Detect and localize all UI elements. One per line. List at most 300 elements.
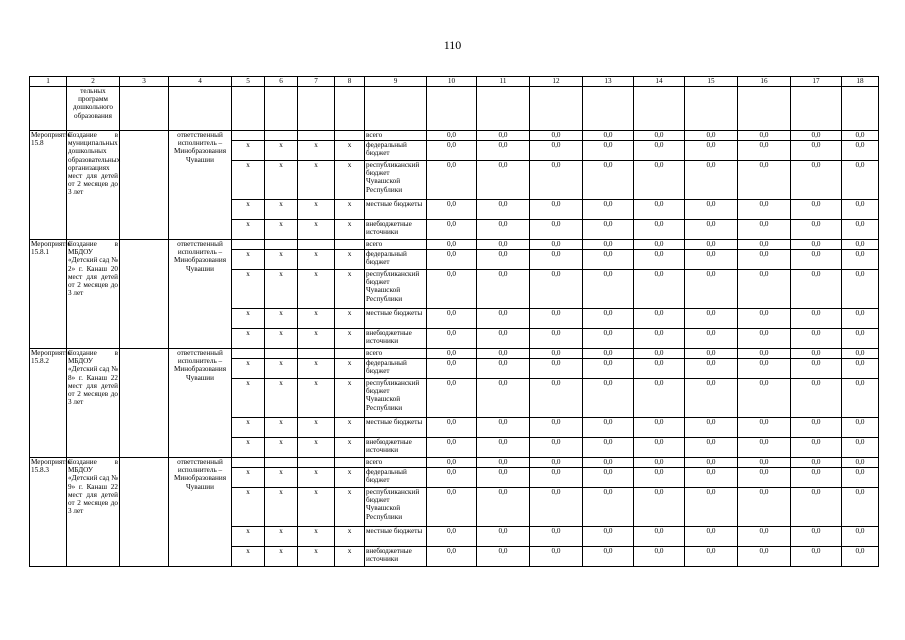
value-cell: 0,0 — [738, 200, 791, 220]
value-cell: 0,0 — [427, 527, 477, 547]
value-cell: 0,0 — [842, 379, 879, 418]
measure-number: Мероприятие 15.8 — [30, 131, 67, 240]
value-cell: 0,0 — [634, 438, 685, 458]
code-cell: x — [335, 270, 365, 309]
code-cell: x — [298, 468, 335, 488]
value-cell: 0,0 — [634, 379, 685, 418]
value-cell: 0,0 — [583, 200, 634, 220]
value-cell: 0,0 — [583, 240, 634, 250]
code-cell: x — [298, 141, 335, 161]
code-cell: x — [298, 270, 335, 309]
budget-table — [29, 76, 879, 567]
value-cell: 0,0 — [738, 527, 791, 547]
value-cell: 0,0 — [738, 418, 791, 438]
empty-cell — [335, 131, 365, 141]
table-row — [30, 240, 879, 250]
value-cell: 0,0 — [583, 329, 634, 349]
value-cell: 0,0 — [738, 250, 791, 270]
value-cell: 0,0 — [427, 359, 477, 379]
value-cell: 0,0 — [427, 438, 477, 458]
code-cell: x — [232, 220, 265, 240]
value-cell: 0,0 — [427, 161, 477, 200]
column-number: 6 — [265, 77, 298, 87]
code-cell: x — [265, 527, 298, 547]
funding-source: федеральный бюджет — [365, 468, 427, 488]
code-cell: x — [298, 379, 335, 418]
value-cell: 0,0 — [791, 488, 842, 527]
empty-cell — [120, 131, 169, 240]
value-cell: 0,0 — [685, 468, 738, 488]
code-cell: x — [335, 468, 365, 488]
code-cell: x — [335, 359, 365, 379]
value-cell: 0,0 — [685, 359, 738, 379]
value-cell: 0,0 — [685, 141, 738, 161]
value-cell: 0,0 — [842, 418, 879, 438]
value-cell: 0,0 — [427, 141, 477, 161]
measure-name: Создание в МБДОУ «Детский сад № 8» г. Канаш 22 мест для детей от 2 месяцев до 3 лет — [67, 349, 120, 458]
code-cell: x — [265, 488, 298, 527]
code-cell: x — [335, 309, 365, 329]
value-cell: 0,0 — [477, 220, 530, 240]
value-cell: 0,0 — [685, 547, 738, 567]
code-cell: x — [298, 309, 335, 329]
empty-cell — [120, 87, 169, 131]
value-cell: 0,0 — [427, 458, 477, 468]
value-cell: 0,0 — [583, 131, 634, 141]
code-cell: x — [232, 468, 265, 488]
column-number: 14 — [634, 77, 685, 87]
empty-cell — [583, 87, 634, 131]
funding-source: всего — [365, 240, 427, 250]
value-cell: 0,0 — [685, 250, 738, 270]
value-cell: 0,0 — [634, 547, 685, 567]
empty-cell — [477, 87, 530, 131]
code-cell: x — [335, 161, 365, 200]
value-cell: 0,0 — [791, 131, 842, 141]
value-cell: 0,0 — [477, 438, 530, 458]
value-cell: 0,0 — [530, 131, 583, 141]
value-cell: 0,0 — [738, 270, 791, 309]
page-number: 110 — [443, 38, 462, 52]
value-cell: 0,0 — [583, 161, 634, 200]
table-row — [30, 349, 879, 359]
column-number: 17 — [791, 77, 842, 87]
funding-source: внебюджетные источники — [365, 220, 427, 240]
value-cell: 0,0 — [791, 379, 842, 418]
responsible-executor: ответственный исполнитель – Минобразования Чувашии — [169, 349, 232, 458]
code-cell: x — [265, 141, 298, 161]
code-cell: x — [265, 438, 298, 458]
value-cell: 0,0 — [427, 329, 477, 349]
value-cell: 0,0 — [427, 250, 477, 270]
value-cell: 0,0 — [583, 438, 634, 458]
column-number: 12 — [530, 77, 583, 87]
value-cell: 0,0 — [530, 141, 583, 161]
value-cell: 0,0 — [427, 349, 477, 359]
measure-name: Создание в муниципальных дошкольных образовательных организациях мест для детей от 2 месяцев до 3 лет — [67, 131, 120, 240]
empty-cell — [120, 240, 169, 349]
value-cell: 0,0 — [791, 329, 842, 349]
code-cell: x — [232, 359, 265, 379]
value-cell: 0,0 — [634, 200, 685, 220]
empty-cell — [335, 349, 365, 359]
value-cell: 0,0 — [791, 309, 842, 329]
code-cell: x — [298, 161, 335, 200]
value-cell: 0,0 — [427, 379, 477, 418]
value-cell: 0,0 — [738, 458, 791, 468]
value-cell: 0,0 — [583, 359, 634, 379]
value-cell: 0,0 — [583, 250, 634, 270]
measure-number: Мероприятие 15.8.3 — [30, 458, 67, 567]
value-cell: 0,0 — [427, 488, 477, 527]
code-cell: x — [232, 250, 265, 270]
value-cell: 0,0 — [583, 379, 634, 418]
value-cell: 0,0 — [477, 359, 530, 379]
value-cell: 0,0 — [477, 349, 530, 359]
value-cell: 0,0 — [738, 468, 791, 488]
value-cell: 0,0 — [685, 458, 738, 468]
value-cell: 0,0 — [634, 220, 685, 240]
column-number: 2 — [67, 77, 120, 87]
value-cell: 0,0 — [583, 527, 634, 547]
column-number: 16 — [738, 77, 791, 87]
funding-source: республиканский бюджет Чувашской Республики — [365, 161, 427, 200]
value-cell: 0,0 — [634, 349, 685, 359]
empty-cell — [265, 458, 298, 468]
empty-cell — [265, 349, 298, 359]
value-cell: 0,0 — [842, 359, 879, 379]
value-cell: 0,0 — [738, 379, 791, 418]
value-cell: 0,0 — [791, 250, 842, 270]
value-cell: 0,0 — [634, 309, 685, 329]
code-cell: x — [335, 220, 365, 240]
value-cell: 0,0 — [791, 349, 842, 359]
code-cell: x — [232, 309, 265, 329]
funding-source: республиканский бюджет Чувашской Республики — [365, 270, 427, 309]
value-cell: 0,0 — [634, 359, 685, 379]
empty-cell — [634, 87, 685, 131]
code-cell: x — [298, 527, 335, 547]
empty-cell — [120, 458, 169, 567]
value-cell: 0,0 — [842, 141, 879, 161]
column-number: 8 — [335, 77, 365, 87]
value-cell: 0,0 — [427, 270, 477, 309]
code-cell: x — [232, 270, 265, 309]
value-cell: 0,0 — [583, 141, 634, 161]
value-cell: 0,0 — [427, 309, 477, 329]
value-cell: 0,0 — [530, 200, 583, 220]
value-cell: 0,0 — [791, 468, 842, 488]
value-cell: 0,0 — [685, 488, 738, 527]
value-cell: 0,0 — [530, 220, 583, 240]
value-cell: 0,0 — [842, 329, 879, 349]
code-cell: x — [232, 438, 265, 458]
funding-source: всего — [365, 458, 427, 468]
value-cell: 0,0 — [477, 488, 530, 527]
code-cell: x — [232, 379, 265, 418]
value-cell: 0,0 — [738, 161, 791, 200]
value-cell: 0,0 — [530, 270, 583, 309]
value-cell: 0,0 — [477, 131, 530, 141]
value-cell: 0,0 — [842, 527, 879, 547]
code-cell: x — [335, 329, 365, 349]
empty-cell — [232, 87, 265, 131]
code-cell: x — [265, 220, 298, 240]
funding-source: внебюджетные источники — [365, 547, 427, 567]
code-cell: x — [335, 438, 365, 458]
code-cell: x — [298, 200, 335, 220]
value-cell: 0,0 — [477, 379, 530, 418]
value-cell: 0,0 — [427, 468, 477, 488]
value-cell: 0,0 — [477, 468, 530, 488]
value-cell: 0,0 — [842, 438, 879, 458]
code-cell: x — [298, 250, 335, 270]
value-cell: 0,0 — [530, 250, 583, 270]
empty-cell — [298, 458, 335, 468]
value-cell: 0,0 — [842, 349, 879, 359]
code-cell: x — [298, 488, 335, 527]
code-cell: x — [232, 418, 265, 438]
value-cell: 0,0 — [685, 418, 738, 438]
column-number: 1 — [30, 77, 67, 87]
value-cell: 0,0 — [791, 438, 842, 458]
column-number: 9 — [365, 77, 427, 87]
code-cell: x — [265, 468, 298, 488]
code-cell: x — [298, 547, 335, 567]
value-cell: 0,0 — [842, 309, 879, 329]
measure-name: Создание в МБДОУ «Детский сад № 2» г. Канаш 20 мест для детей от 2 месяцев до 3 лет — [67, 240, 120, 349]
code-cell: x — [265, 250, 298, 270]
value-cell: 0,0 — [427, 418, 477, 438]
code-cell: x — [232, 488, 265, 527]
empty-cell — [169, 87, 232, 131]
empty-cell — [335, 240, 365, 250]
value-cell: 0,0 — [530, 379, 583, 418]
funding-source: местные бюджеты — [365, 309, 427, 329]
value-cell: 0,0 — [842, 488, 879, 527]
value-cell: 0,0 — [634, 418, 685, 438]
empty-cell — [685, 87, 738, 131]
column-number: 10 — [427, 77, 477, 87]
value-cell: 0,0 — [477, 527, 530, 547]
value-cell: 0,0 — [427, 200, 477, 220]
code-cell: x — [298, 329, 335, 349]
funding-source: всего — [365, 349, 427, 359]
code-cell: x — [265, 547, 298, 567]
empty-cell — [738, 87, 791, 131]
continuation-text: тельных программ дошкольного образования — [67, 87, 120, 131]
value-cell: 0,0 — [634, 270, 685, 309]
code-cell: x — [265, 418, 298, 438]
value-cell: 0,0 — [634, 329, 685, 349]
value-cell: 0,0 — [583, 468, 634, 488]
code-cell: x — [265, 309, 298, 329]
value-cell: 0,0 — [634, 468, 685, 488]
funding-source: федеральный бюджет — [365, 359, 427, 379]
empty-cell — [298, 240, 335, 250]
empty-cell — [120, 349, 169, 458]
code-cell: x — [335, 141, 365, 161]
column-number: 13 — [583, 77, 634, 87]
empty-cell — [265, 131, 298, 141]
value-cell: 0,0 — [530, 329, 583, 349]
code-cell: x — [265, 359, 298, 379]
code-cell: x — [335, 547, 365, 567]
column-number: 15 — [685, 77, 738, 87]
empty-cell — [530, 87, 583, 131]
value-cell: 0,0 — [842, 161, 879, 200]
value-cell: 0,0 — [477, 309, 530, 329]
value-cell: 0,0 — [738, 488, 791, 527]
value-cell: 0,0 — [427, 240, 477, 250]
value-cell: 0,0 — [791, 161, 842, 200]
value-cell: 0,0 — [685, 379, 738, 418]
responsible-executor: ответственный исполнитель – Минобразования Чувашии — [169, 131, 232, 240]
value-cell: 0,0 — [791, 220, 842, 240]
value-cell: 0,0 — [685, 200, 738, 220]
value-cell: 0,0 — [530, 309, 583, 329]
funding-source: местные бюджеты — [365, 200, 427, 220]
empty-cell — [265, 240, 298, 250]
value-cell: 0,0 — [738, 240, 791, 250]
value-cell: 0,0 — [477, 270, 530, 309]
value-cell: 0,0 — [685, 527, 738, 547]
empty-cell — [232, 131, 265, 141]
value-cell: 0,0 — [530, 359, 583, 379]
code-cell: x — [265, 379, 298, 418]
column-number-row — [30, 77, 879, 87]
value-cell: 0,0 — [791, 458, 842, 468]
code-cell: x — [232, 329, 265, 349]
responsible-executor: ответственный исполнитель – Минобразования Чувашии — [169, 458, 232, 567]
value-cell: 0,0 — [685, 309, 738, 329]
value-cell: 0,0 — [634, 240, 685, 250]
value-cell: 0,0 — [791, 547, 842, 567]
code-cell: x — [265, 200, 298, 220]
value-cell: 0,0 — [634, 458, 685, 468]
empty-cell — [427, 87, 477, 131]
value-cell: 0,0 — [530, 527, 583, 547]
funding-source: внебюджетные источники — [365, 438, 427, 458]
value-cell: 0,0 — [738, 438, 791, 458]
value-cell: 0,0 — [583, 488, 634, 527]
value-cell: 0,0 — [842, 131, 879, 141]
code-cell: x — [298, 220, 335, 240]
empty-cell — [232, 458, 265, 468]
value-cell: 0,0 — [530, 418, 583, 438]
code-cell: x — [335, 250, 365, 270]
value-cell: 0,0 — [530, 488, 583, 527]
value-cell: 0,0 — [738, 329, 791, 349]
column-number: 4 — [169, 77, 232, 87]
empty-cell — [232, 240, 265, 250]
value-cell: 0,0 — [738, 309, 791, 329]
table-row — [30, 458, 879, 468]
table-row — [30, 131, 879, 141]
value-cell: 0,0 — [530, 240, 583, 250]
value-cell: 0,0 — [685, 270, 738, 309]
value-cell: 0,0 — [530, 161, 583, 200]
empty-cell — [298, 87, 335, 131]
value-cell: 0,0 — [477, 458, 530, 468]
empty-cell — [298, 131, 335, 141]
code-cell: x — [335, 488, 365, 527]
value-cell: 0,0 — [427, 131, 477, 141]
measure-name: Создание в МБДОУ «Детский сад № 9» г. Канаш 22 мест для детей от 2 месяцев до 3 лет — [67, 458, 120, 567]
value-cell: 0,0 — [842, 250, 879, 270]
value-cell: 0,0 — [530, 468, 583, 488]
empty-cell — [265, 87, 298, 131]
value-cell: 0,0 — [477, 161, 530, 200]
value-cell: 0,0 — [685, 329, 738, 349]
code-cell: x — [335, 379, 365, 418]
empty-cell — [298, 349, 335, 359]
code-cell: x — [232, 547, 265, 567]
value-cell: 0,0 — [685, 131, 738, 141]
value-cell: 0,0 — [791, 200, 842, 220]
code-cell: x — [298, 418, 335, 438]
column-number: 3 — [120, 77, 169, 87]
code-cell: x — [298, 438, 335, 458]
value-cell: 0,0 — [842, 468, 879, 488]
value-cell: 0,0 — [738, 141, 791, 161]
code-cell: x — [298, 359, 335, 379]
value-cell: 0,0 — [583, 547, 634, 567]
code-cell: x — [335, 418, 365, 438]
value-cell: 0,0 — [685, 220, 738, 240]
value-cell: 0,0 — [583, 220, 634, 240]
value-cell: 0,0 — [477, 547, 530, 567]
code-cell: x — [265, 270, 298, 309]
measure-number: Мероприятие 15.8.1 — [30, 240, 67, 349]
measure-number: Мероприятие 15.8.2 — [30, 349, 67, 458]
value-cell: 0,0 — [634, 141, 685, 161]
value-cell: 0,0 — [634, 131, 685, 141]
value-cell: 0,0 — [842, 240, 879, 250]
empty-cell — [791, 87, 842, 131]
value-cell: 0,0 — [530, 458, 583, 468]
value-cell: 0,0 — [477, 418, 530, 438]
value-cell: 0,0 — [530, 349, 583, 359]
code-cell: x — [232, 161, 265, 200]
value-cell: 0,0 — [842, 220, 879, 240]
value-cell: 0,0 — [842, 458, 879, 468]
value-cell: 0,0 — [634, 161, 685, 200]
responsible-executor: ответственный исполнитель – Минобразования Чувашии — [169, 240, 232, 349]
value-cell: 0,0 — [791, 359, 842, 379]
value-cell: 0,0 — [583, 309, 634, 329]
code-cell: x — [232, 200, 265, 220]
value-cell: 0,0 — [477, 141, 530, 161]
funding-source: местные бюджеты — [365, 418, 427, 438]
funding-source: всего — [365, 131, 427, 141]
column-number: 18 — [842, 77, 879, 87]
value-cell: 0,0 — [530, 438, 583, 458]
value-cell: 0,0 — [791, 270, 842, 309]
value-cell: 0,0 — [427, 547, 477, 567]
value-cell: 0,0 — [791, 527, 842, 547]
value-cell: 0,0 — [685, 349, 738, 359]
value-cell: 0,0 — [583, 270, 634, 309]
continuation-row — [30, 87, 879, 131]
value-cell: 0,0 — [842, 547, 879, 567]
value-cell: 0,0 — [842, 270, 879, 309]
value-cell: 0,0 — [791, 141, 842, 161]
empty-cell — [842, 87, 879, 131]
value-cell: 0,0 — [634, 527, 685, 547]
code-cell: x — [335, 527, 365, 547]
empty-cell — [365, 87, 427, 131]
